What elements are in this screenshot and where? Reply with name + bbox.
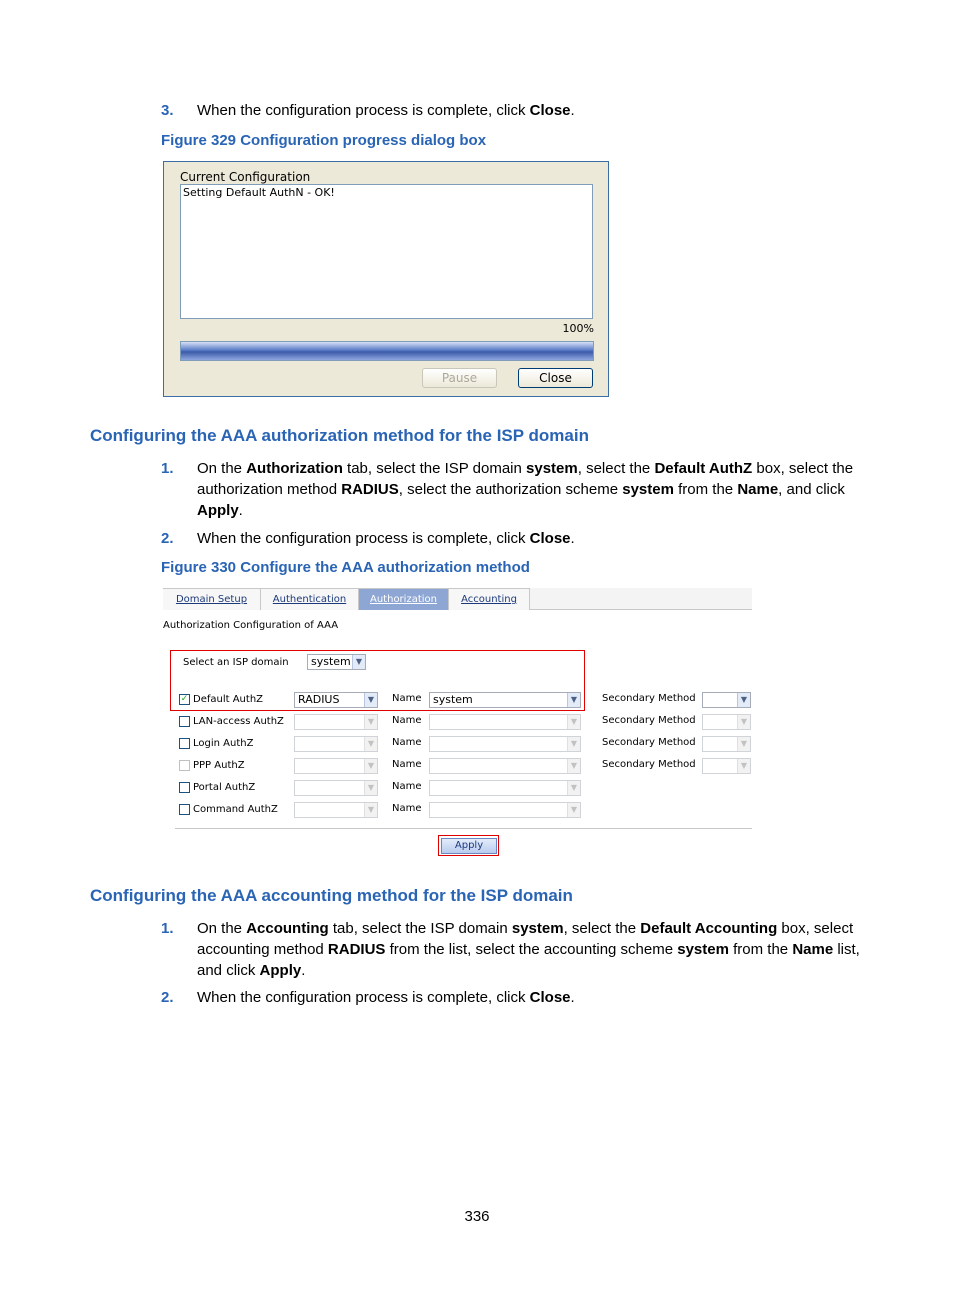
step-text [197, 528, 867, 549]
method-value: RADIUS [298, 693, 340, 706]
isp-domain-label: Select an ISP domain [183, 657, 289, 668]
method-select[interactable] [294, 780, 378, 796]
secondary-method-select[interactable] [702, 758, 751, 774]
step-text-part: from the [728, 941, 793, 958]
step-text: When the configuration process is complete, click [197, 102, 530, 119]
tab-domain-setup[interactable]: Domain Setup [163, 588, 261, 610]
section-heading-authorization: Configuring the AAA authorization method for the ISP domain [90, 426, 589, 445]
step-text-part: box, select accounting method [197, 920, 854, 958]
secondary-method-label: Secondary Method [602, 737, 696, 748]
step-bold: system [511, 920, 564, 937]
row-label: Portal AuthZ [193, 782, 256, 793]
step-text-part: from the list, select the accounting scheme [385, 941, 678, 958]
tab-bar [163, 588, 752, 610]
step-bold: Default Accounting [640, 920, 778, 937]
page-number: 336 [464, 1208, 490, 1225]
method-select[interactable] [294, 802, 378, 818]
chevron-down-icon: ▼ [737, 693, 750, 707]
step-text [197, 987, 867, 1008]
method-select[interactable] [294, 714, 378, 730]
chevron-down-icon: ▼ [352, 655, 365, 669]
step-text-part: , select the [563, 920, 641, 937]
step-bold: system [526, 460, 578, 477]
secondary-method-label: Secondary Method [602, 693, 696, 704]
authorization-config-panel [163, 588, 753, 863]
chevron-down-icon: ▼ [364, 759, 377, 773]
apply-button[interactable]: Apply [441, 838, 497, 854]
step-bold: Apply [197, 502, 239, 519]
chevron-down-icon: ▼ [567, 693, 580, 707]
close-button[interactable]: Close [518, 368, 593, 388]
step-text [197, 458, 867, 521]
section-title: Authorization Configuration of AAA [163, 620, 339, 631]
name-label: Name [392, 715, 422, 726]
step-number: 1. [161, 460, 174, 477]
step-bold: Apply [259, 962, 302, 979]
step-bold: RADIUS [327, 941, 386, 958]
step-text-part: from the [673, 481, 738, 498]
secondary-method-label: Secondary Method [602, 715, 696, 726]
step-text-part: . [570, 989, 575, 1006]
name-label: Name [392, 803, 422, 814]
name-select[interactable] [429, 736, 581, 752]
chevron-down-icon: ▼ [737, 737, 750, 751]
chevron-down-icon: ▼ [567, 715, 580, 729]
chevron-down-icon: ▼ [364, 781, 377, 795]
pause-button[interactable]: Pause [422, 368, 497, 388]
step-bold: system [677, 941, 729, 958]
step-text-part: On the [197, 460, 247, 477]
step-text-part: , and click [778, 481, 845, 498]
isp-domain-select[interactable]: system ▼ [307, 654, 366, 670]
name-label: Name [392, 693, 422, 704]
row-label: PPP AuthZ [193, 760, 245, 771]
step-bold: Default AuthZ [654, 460, 753, 477]
step-bold: RADIUS [341, 481, 399, 498]
row-label: Default AuthZ [193, 694, 264, 705]
step-text-part: . [301, 962, 306, 979]
progress-bar-fill [181, 342, 593, 360]
configuration-log[interactable]: Setting Default AuthN - OK! [180, 184, 593, 319]
dialog-title: Current Configuration [180, 170, 311, 184]
progress-percent: 100% [562, 322, 594, 335]
secondary-method-select[interactable] [702, 692, 751, 708]
step-bold: Name [737, 481, 779, 498]
figure-329-caption: Figure 329 Configuration progress dialog box [161, 132, 487, 149]
name-label: Name [392, 737, 422, 748]
section-heading-accounting: Configuring the AAA accounting method for the ISP domain [90, 886, 573, 905]
name-label: Name [392, 781, 422, 792]
step-bold: Close [529, 989, 571, 1006]
chevron-down-icon: ▼ [364, 693, 377, 707]
step-text-part: tab, select the ISP domain [342, 460, 527, 477]
step-text-part: tab, select the ISP domain [328, 920, 512, 937]
tab-accounting[interactable]: Accounting [449, 588, 530, 610]
step-bold: Name [792, 941, 834, 958]
divider [175, 828, 752, 829]
row-label: Login AuthZ [193, 738, 254, 749]
step-number: 2. [161, 989, 174, 1006]
name-select[interactable] [429, 802, 581, 818]
checkbox-portal-authz[interactable] [179, 782, 190, 793]
chevron-down-icon: ▼ [567, 737, 580, 751]
chevron-down-icon: ▼ [364, 803, 377, 817]
checkbox-default-authz[interactable]: ✓ [180, 694, 189, 704]
chevron-down-icon: ▼ [567, 759, 580, 773]
configuration-progress-dialog [163, 161, 609, 397]
chevron-down-icon: ▼ [364, 715, 377, 729]
progress-bar [180, 341, 594, 361]
step-text-part: , select the authorization scheme [398, 481, 623, 498]
step-bold: Authorization [246, 460, 343, 477]
chevron-down-icon: ▼ [737, 759, 750, 773]
secondary-method-label: Secondary Method [602, 759, 696, 770]
step-bold: system [622, 481, 674, 498]
name-select[interactable] [429, 714, 581, 730]
checkbox-ppp-authz[interactable] [179, 760, 190, 771]
step-text-part: When the configuration process is complete, click [197, 530, 530, 547]
step-text [197, 918, 867, 981]
chevron-down-icon: ▼ [567, 803, 580, 817]
step-text-part: On the [197, 920, 247, 937]
step-text-part: , select the [577, 460, 655, 477]
name-select[interactable] [429, 758, 581, 774]
chevron-down-icon: ▼ [364, 737, 377, 751]
step-bold: Close [529, 530, 571, 547]
step-number: 3. [161, 102, 174, 119]
checkbox-command-authz[interactable] [179, 804, 190, 815]
chevron-down-icon: ▼ [567, 781, 580, 795]
step-text-part: box, select the authorization method [197, 460, 854, 498]
method-select[interactable] [294, 758, 378, 774]
step-text-part: list, and click [197, 941, 860, 979]
row-label: Command AuthZ [193, 804, 278, 815]
apply-highlight-box [438, 835, 499, 856]
step-text-part: When the configuration process is complete, click [197, 989, 530, 1006]
step-text-part: . [238, 502, 243, 519]
secondary-method-select[interactable] [702, 714, 751, 730]
step-text: . [570, 102, 575, 119]
method-select[interactable] [294, 736, 378, 752]
figure-330-caption: Figure 330 Configure the AAA authorization method [161, 559, 530, 576]
step-bold: Close [529, 102, 571, 119]
chevron-down-icon: ▼ [737, 715, 750, 729]
name-value: system [433, 693, 473, 706]
name-label: Name [392, 759, 422, 770]
row-label: LAN-access AuthZ [193, 716, 284, 727]
tab-authorization[interactable]: Authorization [359, 588, 449, 610]
secondary-method-select[interactable] [702, 736, 751, 752]
checkbox-lan-access-authz[interactable] [179, 716, 190, 727]
step-number: 2. [161, 530, 174, 547]
name-select[interactable] [429, 780, 581, 796]
highlight-box [170, 650, 585, 711]
step-bold: Accounting [246, 920, 329, 937]
tab-authentication[interactable]: Authentication [261, 588, 359, 610]
step-number: 1. [161, 920, 174, 937]
checkbox-login-authz[interactable] [179, 738, 190, 749]
step-text-part: . [570, 530, 575, 547]
